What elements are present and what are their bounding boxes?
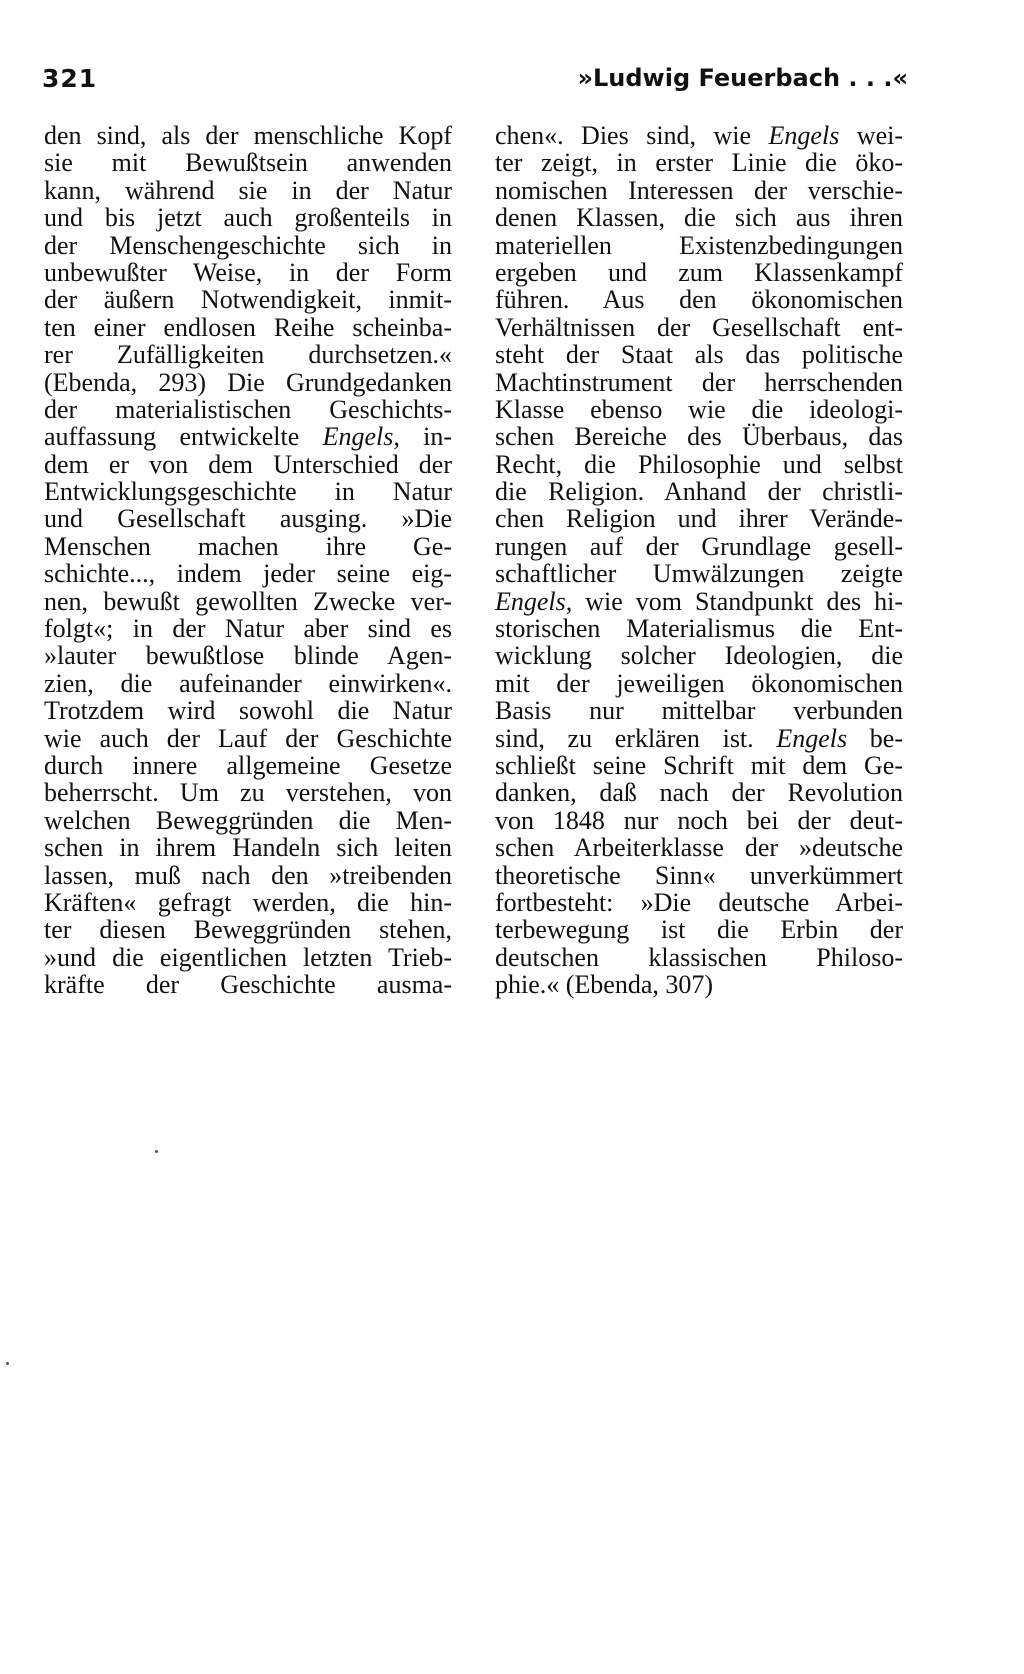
text-line: den sind, als der menschliche Kopf <box>44 121 452 150</box>
text-line: und Gesellschaft ausging. »Die <box>44 504 452 534</box>
text-line: Basis nur mittelbar verbunden <box>495 696 903 726</box>
scan-speck <box>6 1362 9 1365</box>
text-line: Machtinstrument der herrschenden <box>495 367 903 397</box>
text-line: führen. Aus den ökonomischen <box>495 285 903 315</box>
text-line: nen, bewußt gewollten Zwecke ver- <box>44 586 452 616</box>
text-line: beherrscht. Um zu verstehen, von <box>44 778 452 808</box>
text-line: der materialistischen Geschichts- <box>44 394 452 424</box>
text-line: schen Bereiche des Überbaus, das <box>495 422 903 452</box>
text-line: wicklung solcher Ideologien, die <box>495 641 903 671</box>
text-line: kann, während sie in der Natur <box>44 175 452 205</box>
text-line: Recht, die Philosophie und selbst <box>495 449 903 479</box>
text-line: schen in ihrem Handeln sich leiten <box>44 833 452 863</box>
text-line: kräfte der Geschichte ausma- <box>44 970 452 1000</box>
text-line: schen Arbeiterklasse der »deutsche <box>495 833 903 863</box>
text-line: storischen Materialismus die Ent- <box>495 614 903 644</box>
text-line: welchen Beweggründen die Men- <box>44 805 452 835</box>
text-line: chen Religion und ihrer Verände- <box>495 504 903 534</box>
text-line: schließt seine Schrift mit dem Ge- <box>495 750 903 780</box>
right-text-column <box>495 122 903 999</box>
text-line: mit der jeweiligen ökonomischen <box>495 668 903 698</box>
text-line: ten einer endlosen Reihe scheinba- <box>44 312 452 342</box>
scan-speck <box>155 1150 158 1153</box>
text-line: rungen auf der Grundlage gesell- <box>495 531 903 561</box>
text-line: terbewegung ist die Erbin der <box>495 915 903 945</box>
text-line: fortbesteht: »Die deutsche Arbei- <box>495 887 903 917</box>
running-title: »Ludwig Feuerbach . . .« <box>577 64 908 92</box>
text-line: von 1848 nur noch bei der deut- <box>495 805 903 835</box>
text-line: der äußern Notwendigkeit, inmit- <box>44 285 452 315</box>
text-line: deutschen klassischen Philoso- <box>495 942 903 972</box>
text-line: »lauter bewußtlose blinde Agen- <box>44 641 452 671</box>
text-line: die Religion. Anhand der christli- <box>495 477 903 507</box>
text-line: Entwicklungsgeschichte in Natur <box>44 477 452 507</box>
text-line: Kräften« gefragt werden, die hin- <box>44 887 452 917</box>
left-text-column <box>44 122 452 999</box>
text-line: ter diesen Beweggründen stehen, <box>44 915 452 945</box>
text-line: steht der Staat als das politische <box>495 340 903 370</box>
text-line: zien, die aufeinander einwirken«. <box>44 668 452 698</box>
text-line: auffassung entwickelte Engels, in- <box>44 422 452 452</box>
text-line: und bis jetzt auch großenteils in <box>44 203 452 233</box>
text-line: unbewußter Weise, in der Form <box>44 257 452 287</box>
text-line: der Menschengeschichte sich in <box>44 230 452 260</box>
text-line: Trotzdem wird sowohl die Natur <box>44 696 452 726</box>
text-line: chen«. Dies sind, wie Engels wei- <box>495 121 903 150</box>
text-line: nomischen Interessen der verschie- <box>495 175 903 205</box>
text-line: Verhältnissen der Gesellschaft ent- <box>495 312 903 342</box>
text-line: phie.« (Ebenda, 307) <box>495 970 714 1000</box>
text-line: sind, zu erklären ist. Engels be- <box>495 723 904 753</box>
text-line: rer Zufälligkeiten durchsetzen.« <box>44 340 452 370</box>
text-line: lassen, muß nach den »treibenden <box>44 860 452 890</box>
text-line: (Ebenda, 293) Die Grundgedanken <box>44 367 452 397</box>
text-line: schichte..., indem jeder seine eig- <box>44 559 452 589</box>
text-line: Klasse ebenso wie die ideologi- <box>495 394 903 424</box>
text-line: theoretische Sinn« unverkümmert <box>495 860 903 890</box>
text-line: Menschen machen ihre Ge- <box>44 531 452 561</box>
text-line: schaftlicher Umwälzungen zeigte <box>495 559 903 589</box>
page-number: 321 <box>42 64 98 93</box>
text-line: Engels, wie vom Standpunkt des hi- <box>495 586 903 616</box>
text-line: »und die eigentlichen letzten Trieb- <box>44 942 452 972</box>
text-line: wie auch der Lauf der Geschichte <box>44 723 452 753</box>
text-line: ergeben und zum Klassenkampf <box>495 257 903 287</box>
text-line: dem er von dem Unterschied der <box>44 449 452 479</box>
text-line: materiellen Existenzbedingungen <box>495 230 903 260</box>
text-line: sie mit Bewußtsein anwenden <box>44 148 452 178</box>
text-line: denen Klassen, die sich aus ihren <box>495 203 903 233</box>
text-line: ter zeigt, in erster Linie die öko- <box>495 148 903 178</box>
text-line: durch innere allgemeine Gesetze <box>44 750 452 780</box>
text-line: danken, daß nach der Revolution <box>495 778 903 808</box>
text-line: folgt«; in der Natur aber sind es <box>44 614 452 644</box>
